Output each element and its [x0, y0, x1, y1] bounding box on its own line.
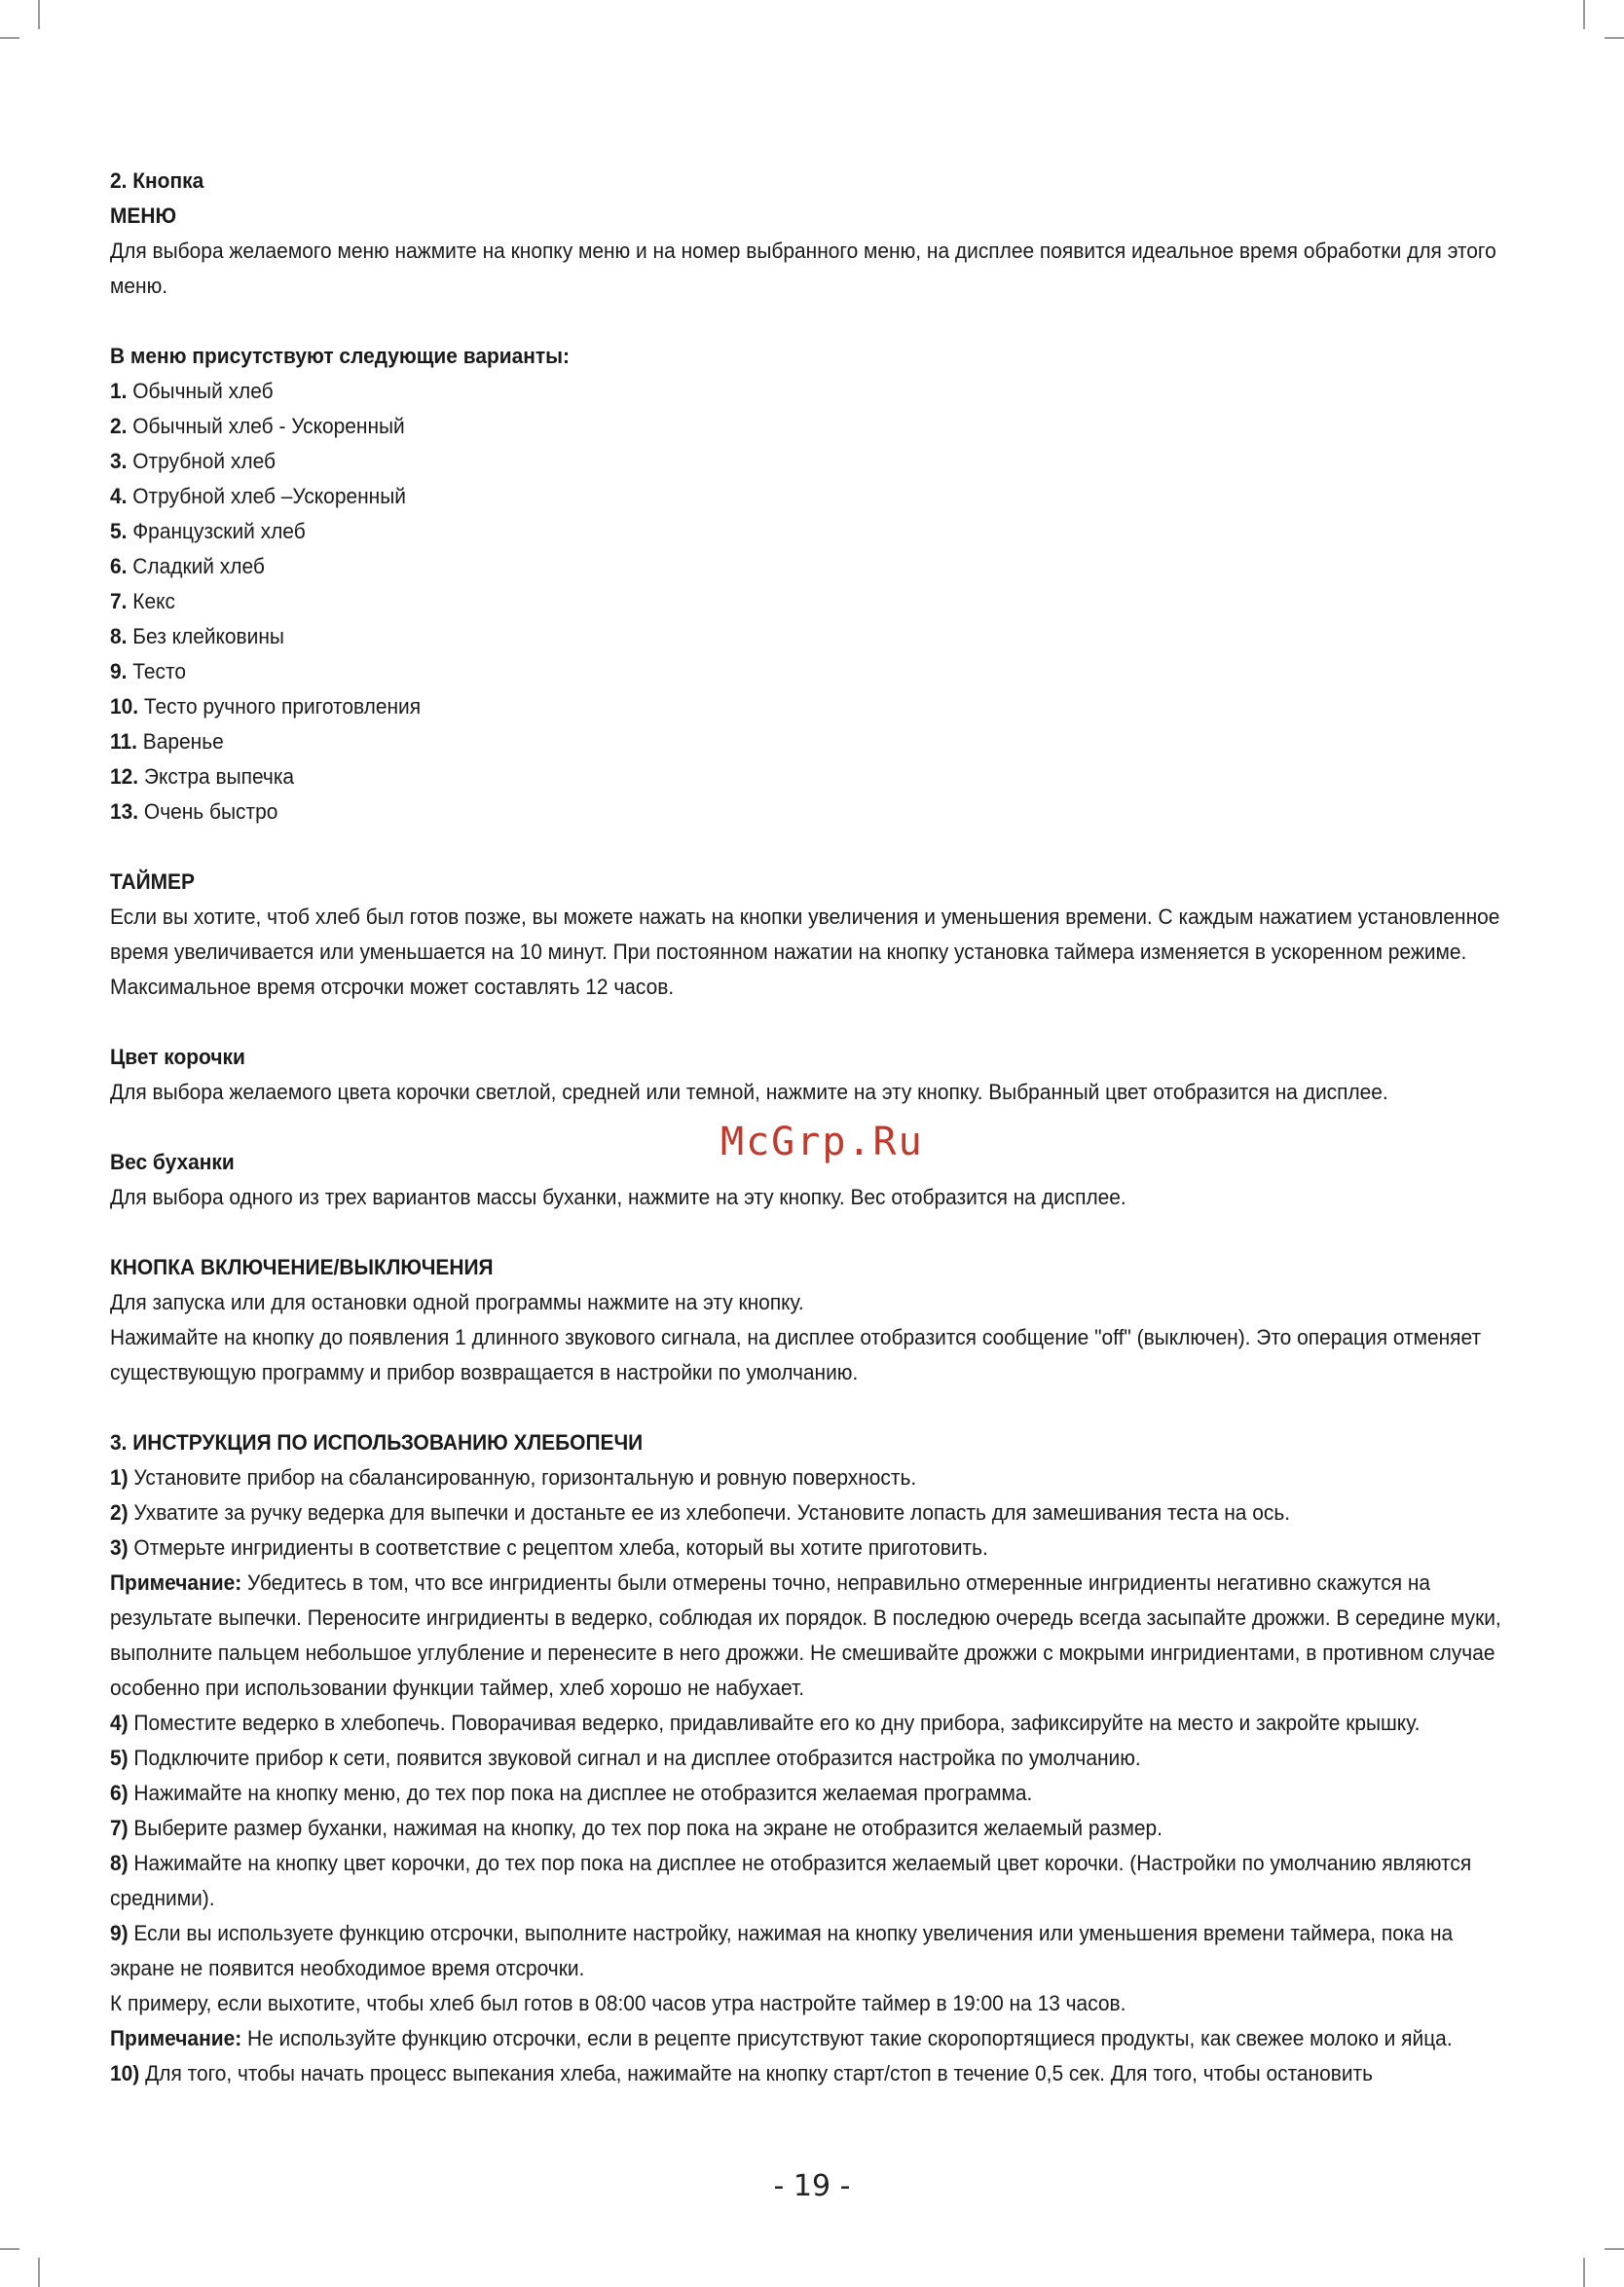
menu-text: Для выбора желаемого меню нажмите на кнопку меню и на номер выбранного меню, на дисплее появится идеальное время обработки для этого меню.	[110, 239, 1496, 298]
list-item: 4. Отрубной хлеб –Ускоренный	[110, 484, 406, 508]
power-title: КНОПКА ВКЛЮЧЕНИЕ/ВЫКЛЮЧЕНИЯ	[110, 1255, 494, 1279]
step-item: 4) Поместите ведерко в хлебопечь. Поворачивая ведерко, придавливайте его ко дну прибора, зафиксируйте на место и закройте крышку.	[110, 1711, 1421, 1735]
timer-title: ТАЙМЕР	[110, 869, 195, 894]
step-item: К примеру, если выхотите, чтобы хлеб был готов в 08:00 часов утра настройте таймер в 19:00 на 13 часов.	[110, 1991, 1126, 2015]
weight-title: Вес буханки	[110, 1150, 235, 1174]
section-heading: 2. Кнопка	[110, 168, 204, 193]
crust-text: Для выбора желаемого цвета корочки светлой, средней или темной, нажмите на эту кнопку. Выбранный цвет отобразится на дисплее.	[110, 1080, 1388, 1104]
power-text-2: Нажимайте на кнопку до появления 1 длинного звукового сигнала, на дисплее отобразится сообщение "off" (выключен). Это операция отменяет существующую программу и прибор возвращается в настройки по умолчанию.	[110, 1325, 1482, 1384]
step-item: 10) Для того, чтобы начать процесс выпекания хлеба, нажимайте на кнопку старт/стоп в течение 0,5 сек. Для того, чтобы остановить	[110, 2061, 1374, 2085]
step-item: 7) Выберите размер буханки, нажимая на кнопку, до тех пор пока на экране не отобразится желаемый размер.	[110, 1816, 1163, 1840]
list-item: 8. Без клейковины	[110, 624, 284, 648]
list-item: 12. Экстра выпечка	[110, 764, 295, 789]
step-item: 6) Нажимайте на кнопку меню, до тех пор пока на дисплее не отобразится желаемая программа.	[110, 1781, 1033, 1805]
crop-mark	[38, 2258, 40, 2287]
list-item: 11. Варенье	[110, 729, 224, 754]
crop-mark	[1583, 0, 1585, 29]
crop-mark	[0, 37, 19, 39]
crop-mark	[38, 0, 40, 29]
weight-text: Для выбора одного из трех вариантов массы буханки, нажмите на эту кнопку. Вес отобразится на дисплее.	[110, 1185, 1126, 1209]
step-item: 5) Подключите прибор к сети, появится звуковой сигнал и на дисплее отобразится настройка по умолчанию.	[110, 1746, 1141, 1770]
step-item: 3) Отмерьте ингридиенты в соответствие с рецептом хлеба, который вы хотите приготовить.	[110, 1535, 988, 1560]
step-item: 1) Установите прибор на сбалансированную, горизонтальную и ровную поверхность.	[110, 1465, 917, 1490]
list-item: 3. Отрубной хлеб	[110, 449, 276, 473]
watermark: McGrp.Ru	[720, 1120, 924, 1164]
step-item: 2) Ухватите за ручку ведерка для выпечки и достаньте ее из хлебопечи. Установите лопасть для замешивания теста на ось.	[110, 1500, 1291, 1525]
list-item: 2. Обычный хлеб - Ускоренный	[110, 414, 405, 438]
variants-title: В меню присутствуют следующие варианты:	[110, 344, 570, 368]
menu-title: МЕНЮ	[110, 203, 177, 228]
variants-list	[110, 374, 1517, 830]
list-item: 6. Сладкий хлеб	[110, 554, 265, 578]
list-item: 13. Очень быстро	[110, 799, 278, 824]
page-number: - 19 -	[773, 2169, 851, 2203]
step-item: 9) Если вы используете функцию отсрочки, выполните настройку, нажимая на кнопку увеличения или уменьшения времени таймера, пока на экране не появится необходимое время отсрочки.	[110, 1921, 1454, 1980]
crop-mark	[1605, 37, 1624, 39]
timer-text: Если вы хотите, чтоб хлеб был готов позже, вы можете нажать на кнопки увеличения и уменьшения времени. С каждым нажатием установленное время увеличивается или уменьшается на 10 минут. При постоянном нажатии на кнопку установка таймера изменяется в ускоренном режиме. Максимальное время отсрочки может составлять 12 часов.	[110, 904, 1500, 999]
list-item: 9. Тесто	[110, 659, 186, 683]
note-item: Примечание: Не используйте функцию отсрочки, если в рецепте присутствуют такие скоропортящиеся продукты, как свежее молоко и яйца.	[110, 2026, 1453, 2050]
list-item: 1. Обычный хлеб	[110, 379, 274, 403]
list-item: 10. Тесто ручного приготовления	[110, 694, 422, 719]
power-text-1: Для запуска или для остановки одной программы нажмите на эту кнопку.	[110, 1290, 804, 1314]
section3-title: 3. ИНСТРУКЦИЯ ПО ИСПОЛЬЗОВАНИЮ ХЛЕБОПЕЧИ	[110, 1430, 644, 1455]
crop-mark	[0, 2248, 19, 2250]
crop-mark	[1583, 2258, 1585, 2287]
list-item: 5. Французский хлеб	[110, 519, 306, 543]
list-item: 7. Кекс	[110, 589, 175, 613]
crust-title: Цвет корочки	[110, 1045, 245, 1069]
step-item: 8) Нажимайте на кнопку цвет корочки, до тех пор пока на дисплее не отобразится желаемый цвет корочки. (Настройки по умолчанию являются средними).	[110, 1851, 1472, 1910]
note-item: Примечание: Убедитесь в том, что все ингридиенты были отмерены точно, неправильно отмеренные ингридиенты негативно скажутся на результате выпечки. Переносите ингридиенты в ведерко, соблюдая их порядок. В последюю очередь всегда засыпайте дрожжи. В середине муки, выполните пальцем небольшое углубление и перенесите в него дрожжи. Не смешивайте дрожжи с мокрыми ингридиентами, в противном случае особенно при использовании функции таймер, хлеб хорошо не набухает.	[110, 1570, 1501, 1700]
crop-mark	[1605, 2248, 1624, 2250]
